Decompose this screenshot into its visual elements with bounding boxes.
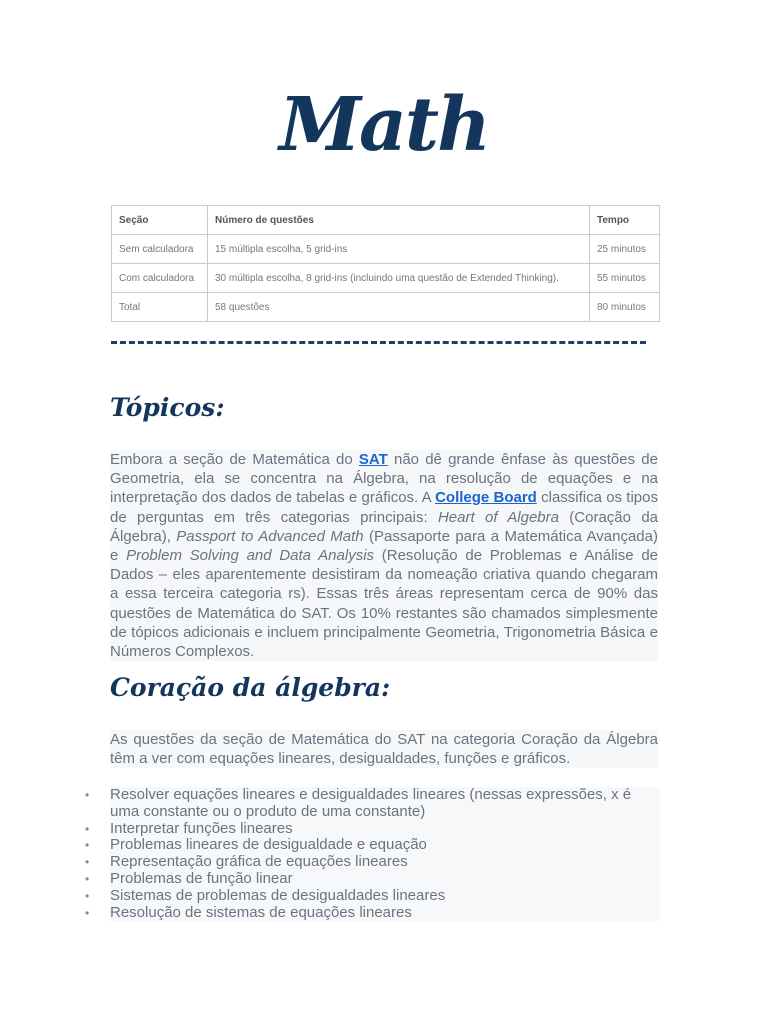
topicos-heading: Tópicos: <box>110 393 225 422</box>
list-item-text: Sistemas de problemas de desigualdades lineares <box>110 886 446 904</box>
list-item <box>85 903 660 922</box>
list-item <box>85 853 660 871</box>
table-cell: 58 questões <box>208 293 590 322</box>
list-item-text: Resolução de sistemas de equações lineares <box>110 903 412 921</box>
sat-math-table <box>111 205 660 322</box>
sat-link[interactable]: SAT <box>358 451 388 468</box>
category-name: Problem Solving and Data Analysis <box>126 547 375 565</box>
bullet-icon: • <box>85 788 90 802</box>
table-row <box>112 264 660 293</box>
list-item <box>85 886 660 905</box>
text-run: classifica os tipos de perguntas em três categorias principais: <box>110 489 658 526</box>
table-cell: 25 minutos <box>590 235 660 264</box>
table-cell: 55 minutos <box>590 264 660 293</box>
list-item <box>85 869 660 888</box>
bullet-icon: • <box>85 905 90 920</box>
table-cell: 30 múltipla escolha, 8 grid-ins (incluindo uma questão de Extended Thinking). <box>208 264 590 293</box>
list-item <box>85 819 660 838</box>
algebra-heading: Coração da álgebra: <box>110 673 391 702</box>
table-cell: Total <box>112 293 208 322</box>
text-run: (Resolução de Problemas e Análise de Dados – eles aparentemente desistiram da nomeação criativa quando chegaram a essa terceira categoria rs). Essas três áreas representam cerca de 90% das questões de Matemática do SAT. Os 10% restantes são chamados simplesmente de tópicos adicionais e incluem principalmente Geometria, Trigonometria Básica e Números Complexos. <box>110 547 659 661</box>
table-cell: Sem calculadora <box>112 235 208 264</box>
text-run: (Passaporte para a Matemática Avançada) e <box>110 527 658 565</box>
table-cell: 15 múltipla escolha, 5 grid-ins <box>208 235 590 264</box>
text-run: não dê grande ênfase às questões de Geometria, ela se concentra na Álgebra, na resolução de equações e na interpretação dos dados de tabelas e gráficos. A <box>110 451 658 507</box>
algebra-intro: As questões da seção de Matemática do SAT na categoria Coração da Álgebra têm a ver com equações lineares, desigualdades, funções e gráficos. <box>110 731 658 768</box>
page-title: Math <box>279 82 489 168</box>
table-header-row <box>112 206 660 235</box>
algebra-topics-list <box>85 786 660 921</box>
table-cell: 80 minutos <box>590 293 660 322</box>
text-run: Embora a seção de Matemática do <box>110 451 359 468</box>
list-item-text: Problemas lineares de desigualdade e equação <box>110 836 427 854</box>
table-header-cell: Número de questões <box>208 206 590 235</box>
list-item-text: Interpretar funções lineares <box>110 819 293 837</box>
bullet-icon: • <box>85 838 90 853</box>
table-header-cell: Tempo <box>590 206 660 235</box>
table-cell: Com calculadora <box>112 264 208 293</box>
table-header-cell: Seção <box>112 206 208 235</box>
list-item-text: Problemas de função linear <box>110 869 293 887</box>
list-item <box>85 836 660 854</box>
bullet-icon: • <box>85 855 90 870</box>
bullet-icon: • <box>85 821 90 836</box>
list-item-text: Representação gráfica de equações lineares <box>110 853 408 871</box>
table-row <box>112 235 660 264</box>
category-name: Passport to Advanced Math <box>176 527 364 545</box>
college-board-link[interactable]: College Board <box>435 489 537 507</box>
category-name: Heart of Algebra <box>437 508 559 526</box>
table-row <box>112 293 660 322</box>
list-item-text: Resolver equações lineares e desigualdades lineares (nessas expressões, x é uma constante ou o produto de uma constante) <box>110 786 632 820</box>
list-item <box>85 786 660 821</box>
topicos-paragraph <box>110 450 658 661</box>
text-run: (Coração da Álgebra), <box>110 508 659 545</box>
bullet-icon: • <box>85 871 90 886</box>
bullet-icon: • <box>85 888 90 903</box>
dashed-divider <box>111 341 646 344</box>
